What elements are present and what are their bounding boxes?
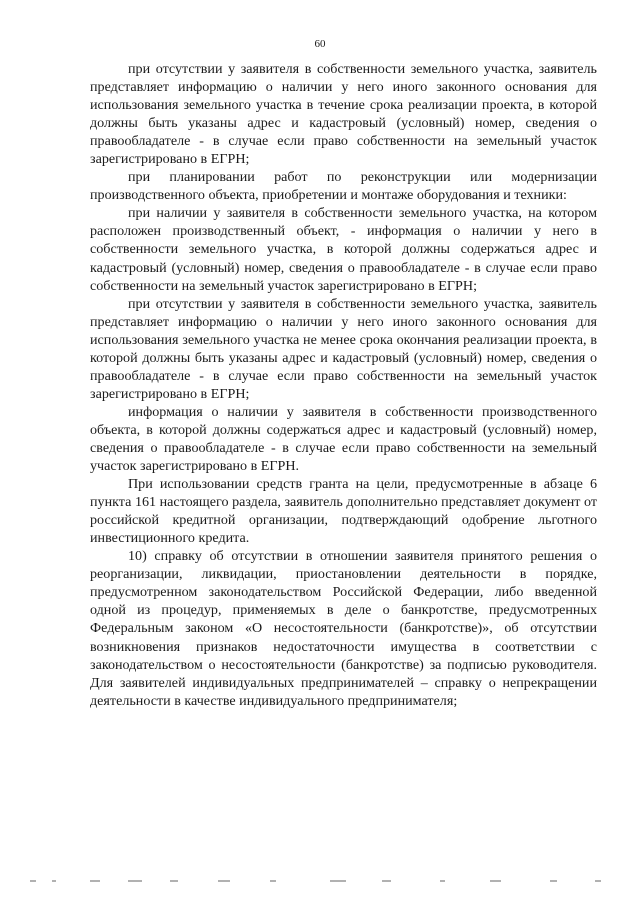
document-body	[90, 60, 597, 710]
paragraph-grant-usage: При использовании средств гранта на цели, предусмотренные в абзаце 6 пункта 161 настоящего раздела, заявитель дополнительно представляет документ от российской кредитной организации, подтверждающий одобрение льготного инвестиционного кредита.	[90, 476, 597, 547]
paragraph-no-land-ownership-term: при отсутствии у заявителя в собственности земельного участка, заявитель представляет информацию о наличии у него иного законного основания для использования земельного участка не менее срока окончания реализации проекта, в которой должны быть указаны адрес и кадастровый (условный) номер, сведения о правообладателе - в случае если право собственности на земельный участок зарегистрировано в ЕГРН;	[90, 295, 597, 402]
paragraph-reconstruction-planning: при планировании работ по реконструкции или модернизации производственного объекта, приобретении и монтаже оборудования и техники:	[90, 169, 597, 204]
paragraph-no-land-ownership: при отсутствии у заявителя в собственности земельного участка, заявитель представляет информацию о наличии у него иного законного основания для использования земельного участка в течение срока реализации проекта, в которой должны быть указаны адрес и кадастровый (условный) номер, сведения о правообладателе - в случае если право собственности на земельный участок зарегистрировано в ЕГРН;	[90, 61, 597, 168]
scan-noise-artifact	[30, 880, 610, 883]
paragraph-land-ownership-present: при наличии у заявителя в собственности земельного участка, на котором расположен производственный объект, - информация о наличии у него в собственности земельного участка, в которой должны содержаться адрес и кадастровый (условный) номер, сведения о правообладателе - в случае если право собственности на земельный участок зарегистрировано в ЕГРН;	[90, 205, 597, 294]
paragraph-production-object-ownership: информация о наличии у заявителя в собственности производственного объекта, в которой должны содержаться адрес и кадастровый (условный) номер, сведения о правообладателе - в случае если право собственности на земельный участок зарегистрировано в ЕГРН.	[90, 403, 597, 475]
paragraph-item-10-certificate: 10) справку об отсутствии в отношении заявителя принятого решения о реорганизации, ликвидации, приостановлении деятельности в порядке, предусмотренном законодательством Российской Федерации, либо введенной одной из процедур, применяемых в деле о банкротстве, предусмотренных Федеральным законом «О несостоятельности (банкротстве)», об отсутствии возникновения признаков недостаточности имущества в соответствии с законодательством о несостоятельности (банкротстве) за подписью руководителя. Для заявителей индивидуальных предпринимателей – справку о непрекращении деятельности в качестве индивидуального предпринимателя;	[90, 548, 597, 709]
page-number: 60	[314, 38, 326, 50]
